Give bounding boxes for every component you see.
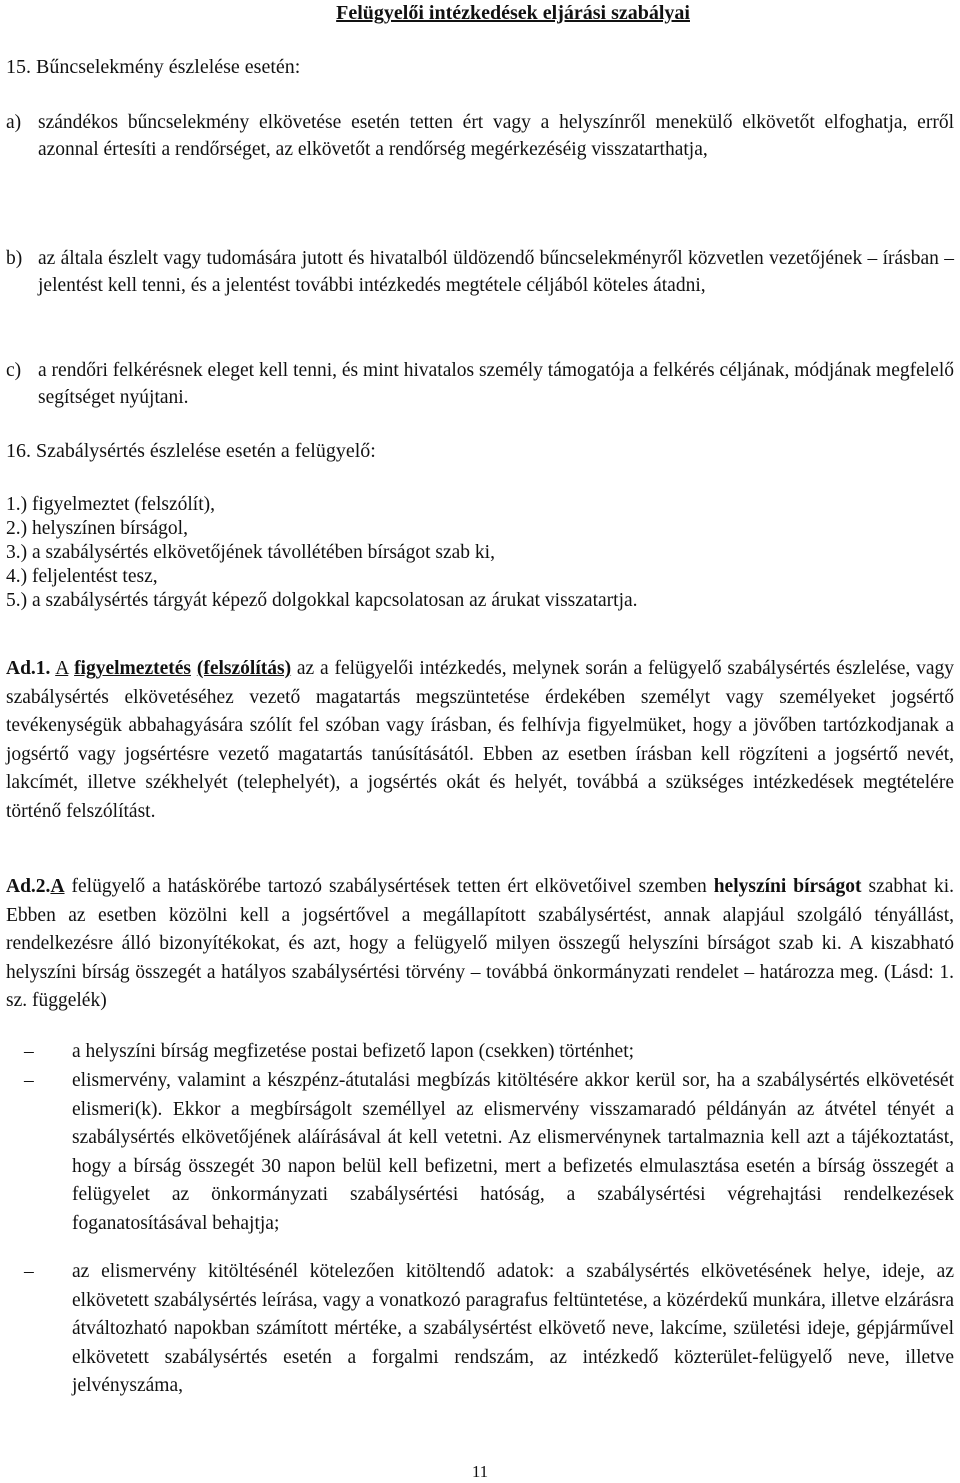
list-item: 4.) feljelentést tesz, bbox=[6, 566, 158, 587]
item-label: b) bbox=[6, 248, 23, 269]
ad2-a: A bbox=[50, 876, 65, 897]
dash-item bbox=[6, 1067, 954, 1239]
section-15-item-b bbox=[6, 245, 954, 299]
ad1-label: Ad.1. bbox=[6, 658, 51, 679]
list-item: 5.) a szabálysértés tárgyát képező dolgokkal kapcsolatosan az árukat visszatartja. bbox=[6, 590, 638, 611]
section-16-list bbox=[6, 493, 638, 613]
item-label: a) bbox=[6, 112, 22, 133]
dash-mark: – bbox=[24, 1261, 34, 1282]
ad1-term-figyelmeztetes: figyelmeztetés bbox=[74, 658, 191, 679]
ad2-term-helyszini-birsag: helyszíni bírságot bbox=[713, 876, 862, 897]
ad2-label: Ad.2. bbox=[6, 876, 51, 897]
list-item: 1.) figyelmeztet (felszólít), bbox=[6, 494, 215, 515]
page-number: 11 bbox=[471, 1462, 489, 1481]
ad2-text-1: felügyelő a hatáskörébe tartozó szabálysértések tetten ért elkövetőivel szemben bbox=[64, 876, 714, 897]
dash-text: az elismervény kitöltésénél kötelezően kitöltendő adatok: a szabálysértés elkövetésének helye, ideje, az elkövetett szabálysértés leírása, vagy a vonatkozó paragrafus feltüntetése, a közérdekű munkára, illetve elzárásra átváltozható napokban számított mértéke, a szabálysértést elkövető neve, lakcíme, születési ideje, gépjárművel elkövetett szabálysértés esetén a forgalmi rendszám, az intézkedő közterület-felügyelő neve, illetve jelvényszáma, bbox=[72, 1261, 954, 1397]
dash-mark: – bbox=[24, 1041, 34, 1062]
ad2-paragraph bbox=[6, 873, 954, 1016]
item-label: c) bbox=[6, 360, 22, 381]
ad1-paragraph bbox=[6, 655, 954, 827]
dash-item bbox=[6, 1258, 954, 1401]
list-item: 2.) helyszínen bírságol, bbox=[6, 518, 188, 539]
section-16-heading: Szabálysértés észlelése esetén a felügyelő: bbox=[36, 440, 376, 462]
page-header-title: Felügyelői intézkedések eljárási szabályai bbox=[336, 2, 690, 24]
item-text: szándékos bűncselekmény elkövetése esetén tetten ért vagy a helyszínről menekülő elkövetőt elfoghatja, erről azonnal értesíti a rendőrséget, az elkövetőt a rendőrség megérkezéséig visszatarthatja, bbox=[38, 112, 954, 160]
section-15-title: 15. Bűncselekmény észlelése esetén: bbox=[6, 56, 301, 78]
ad2-text-2: szabhat ki. Ebben az esetben közölni kell a jogsértővel a megállapított szabálysértést, annak alapjául szolgáló tényállást, rendelkezésre álló bizonyítékokat, és azt, hogy a felügyelő milyen összegű helyszíni bírságot szab ki. A kiszabható helyszíni bírság összegét a hatályos szabálysértési törvény – továbbá önkormányzati rendelet – határozza meg. (Lásd: 1. sz. függelék) bbox=[6, 876, 954, 1012]
ad1-text: az a felügyelői intézkedés, melynek során a felügyelő szabálysértés észlelése, vagy szabálysértés elkövetéséhez vezető magatartás megszüntetése érdekében személyt vagy személyeket jogsértő tevékenységük abbahagyására szólít fel szóban vagy írásban, és felhívja figyelmüket, hogy a jövőben tartózkodjanak a jogsértő vagy jogsértésre vezető magatartás tanúsításától. Ebben az esetben írásban kell rögzíteni a jogsértő nevét, lakcímét, illetve székhelyét (telephelyét), a jogsértés okát és helyét, továbbá a szükséges intézkedések megtételére történő felszólítást. bbox=[6, 658, 955, 822]
list-item: 3.) a szabálysértés elkövetőjének távollétében bírságot szab ki, bbox=[6, 542, 495, 563]
dash-mark: – bbox=[24, 1070, 34, 1091]
ad1-a: A bbox=[55, 658, 69, 679]
ad1-term-felszolitas: (felszólítás) bbox=[196, 658, 292, 679]
section-16-number: 16. bbox=[6, 440, 31, 462]
section-15-item-c bbox=[6, 357, 954, 411]
dash-item bbox=[6, 1038, 954, 1067]
item-text: az általa észlelt vagy tudomására jutott és hivatalból üldözendő bűncselekményről közvetlen vezetőjének – írásban – jelentést kell tenni, és a jelentést további intézkedés megtétele céljából köteles átadni, bbox=[38, 248, 954, 296]
dash-text: elismervény, valamint a készpénz-átutalási megbízás kitöltésére akkor kerül sor, ha a szabálysértés elkövetését elismeri(k). Ekkor a megbírságolt személlyel az elismervény visszamaradó példányán az átvétel tényét a szabálysértés elkövetőjének aláírásával át kell vetetni. Az elismervénynek tartalmaznia kell azt a tájékoztatást, hogy a bírság összegét 30 napon belül kell befizetni, mert a befizetés elmulasztása esetén a bírság összegét a felügyelet az önkormányzati szabálysértési hatóság, a szabálysértési végrehajtási rendelkezések foganatosításával behajtja; bbox=[72, 1070, 954, 1234]
section-15-item-a bbox=[6, 109, 954, 163]
section-16-title bbox=[6, 440, 376, 463]
item-text: a rendőri felkérésnek eleget kell tenni, és mint hivatalos személy támogatója a felkérés céljának, módjának megfelelő segítséget nyújtani. bbox=[38, 360, 954, 408]
dash-text: a helyszíni bírság megfizetése postai befizető lapon (csekken) történhet; bbox=[72, 1041, 635, 1062]
